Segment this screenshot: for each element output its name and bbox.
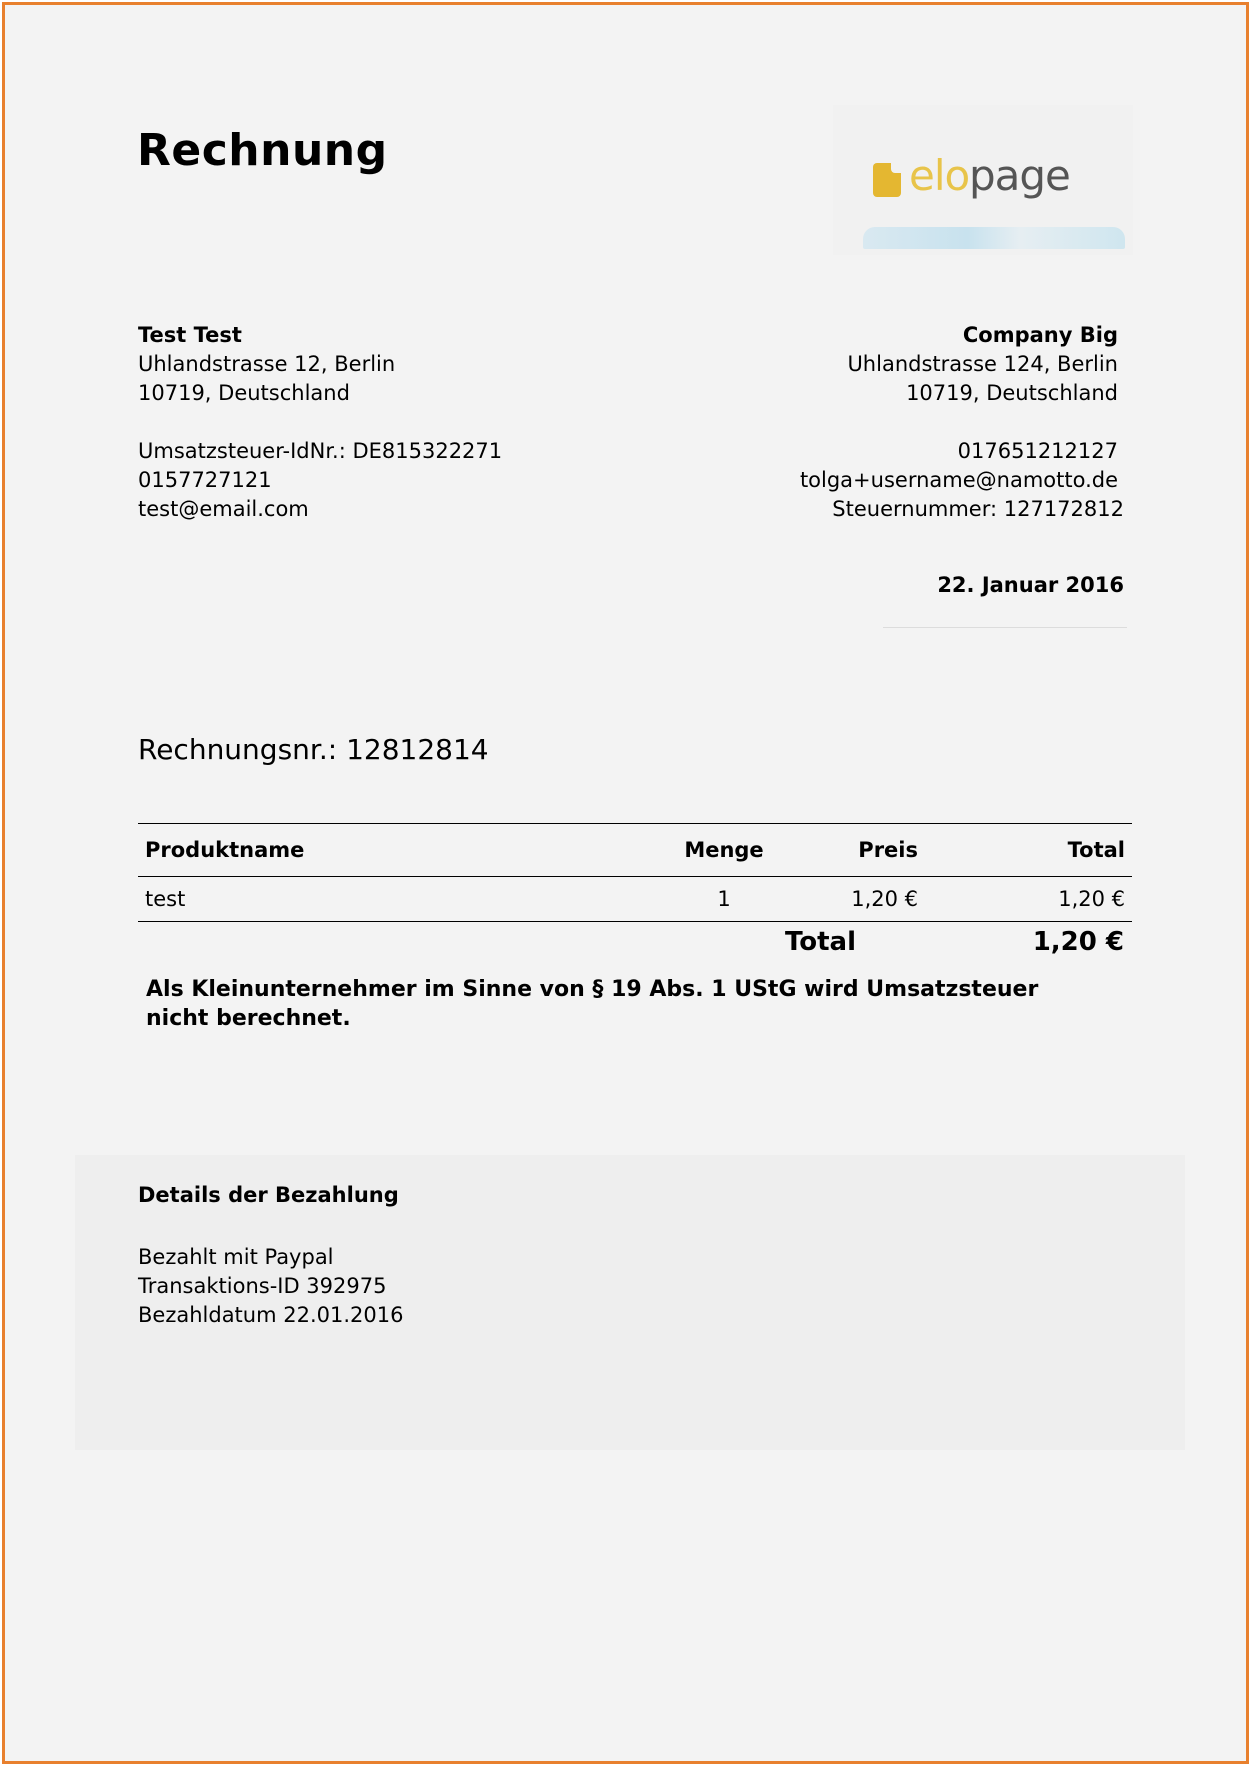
- row-price: 1,20 €: [791, 877, 948, 922]
- customer-name: Test Test: [138, 323, 242, 347]
- header-quantity: Menge: [657, 824, 791, 877]
- invoice-number: Rechnungsnr.: 12812814: [138, 733, 489, 766]
- logo-text-elo: elo: [909, 151, 970, 200]
- seller-email: tolga+username@namotto.de: [799, 468, 1118, 492]
- header-price: Preis: [791, 824, 948, 877]
- invoice-title: Rechnung: [137, 125, 388, 176]
- seller-street: Uhlandstrasse 124, Berlin: [847, 352, 1118, 376]
- row-quantity: 1: [657, 877, 791, 922]
- customer-city: 10719, Deutschland: [138, 381, 350, 405]
- tax-exemption-notice: Als Kleinunternehmer im Sinne von § 19 Abs. 1 UStG wird Umsatzsteuer nicht berechnet.: [146, 977, 1039, 1031]
- date-divider: [883, 627, 1127, 628]
- seller-name: Company Big: [962, 323, 1118, 347]
- grand-total-label: Total: [784, 927, 856, 957]
- header-product-name: Produktname: [138, 824, 657, 877]
- invoice-page: [2, 2, 1249, 1764]
- seller-contact: [799, 437, 1124, 524]
- payment-details-lines: [138, 1243, 403, 1330]
- payment-details-title: Details der Bezahlung: [138, 1183, 399, 1207]
- table-row: [138, 877, 1132, 922]
- elopage-logo: [833, 105, 1133, 255]
- items-table: [138, 823, 1132, 922]
- header-total: Total: [948, 824, 1132, 877]
- seller-phone: 017651212127: [957, 439, 1118, 463]
- seller-city: 10719, Deutschland: [906, 381, 1118, 405]
- customer-vat-id: Umsatzsteuer-IdNr.: DE815322271: [138, 439, 503, 463]
- customer-phone: 0157727121: [138, 468, 272, 492]
- logo-text-page: page: [969, 151, 1070, 200]
- payment-details-box: [75, 1155, 1185, 1450]
- payment-date: Bezahldatum 22.01.2016: [138, 1303, 404, 1327]
- logo-mark-icon: [873, 163, 901, 197]
- customer-email: test@email.com: [138, 497, 309, 521]
- invoice-date: 22. Januar 2016: [937, 573, 1124, 597]
- seller-address: [847, 321, 1118, 408]
- logo-cloud-graphic: [863, 227, 1125, 249]
- customer-street: Uhlandstrasse 12, Berlin: [138, 352, 396, 376]
- payment-transaction-id: Transaktions-ID 392975: [138, 1274, 387, 1298]
- row-product-name: test: [138, 877, 657, 922]
- customer-contact: [138, 437, 502, 524]
- grand-total-value: 1,20 €: [1032, 927, 1124, 957]
- seller-tax-number: Steuernummer: 127172812: [832, 497, 1124, 521]
- payment-method: Bezahlt mit Paypal: [138, 1245, 334, 1269]
- customer-address: [138, 321, 395, 408]
- row-total: 1,20 €: [948, 877, 1132, 922]
- table-header-row: [138, 824, 1132, 877]
